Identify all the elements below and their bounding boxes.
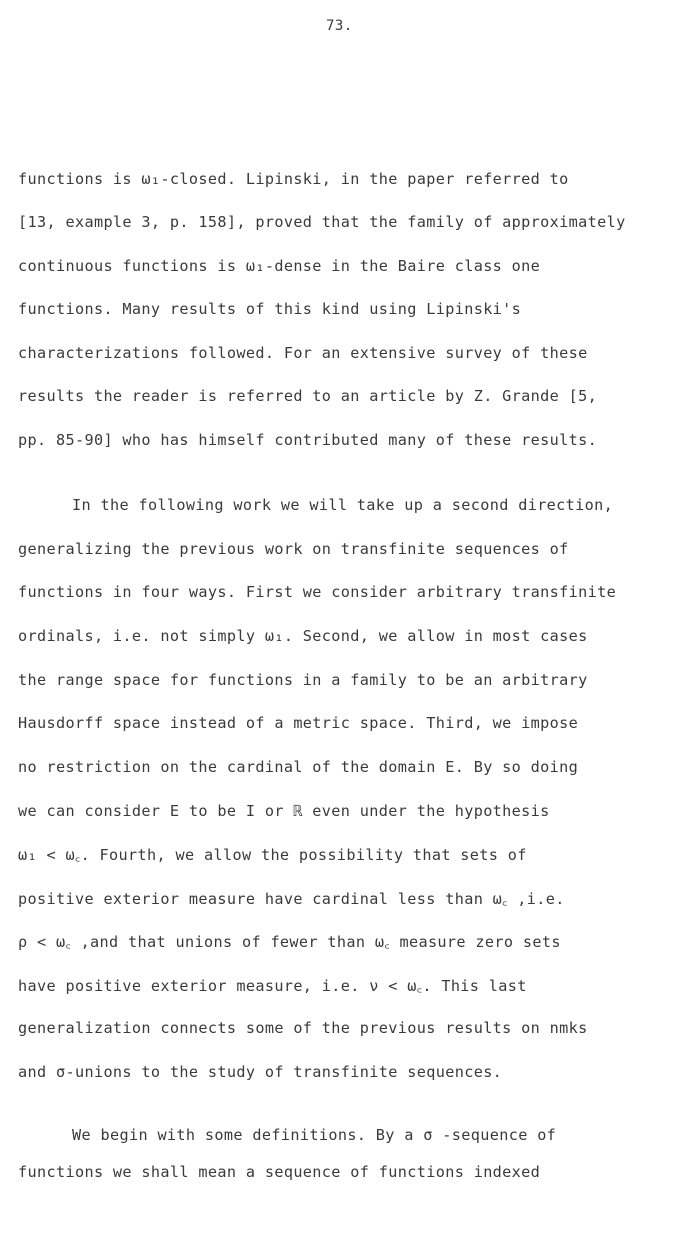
text-line: and σ-unions to the study of transfinite sequences. [18, 1063, 503, 1081]
text-line: generalizing the previous work on transfinite sequences of [18, 540, 569, 558]
text-line: have positive exterior measure, i.e. ν < ω꜀. This last [18, 977, 527, 995]
text-line: We begin with some definitions. By a σ -sequence of [72, 1126, 557, 1144]
text-line: functions in four ways. First we consider arbitrary transfinite [18, 583, 617, 601]
text-line: results the reader is referred to an article by Z. Grande [5, [18, 387, 598, 405]
text-line: continuous functions is ω₁-dense in the Baire class one [18, 257, 541, 275]
text-line: Hausdorff space instead of a metric space. Third, we impose [18, 714, 579, 732]
text-line: characterizations followed. For an extensive survey of these [18, 344, 588, 362]
text-line: positive exterior measure have cardinal less than ω꜀ ,i.e. [18, 890, 565, 908]
text-line: functions. Many results of this kind using Lipinski's [18, 300, 522, 318]
page-number: 73. [326, 18, 353, 34]
text-line: generalization connects some of the previous results on nmks [18, 1019, 588, 1037]
text-line: no restriction on the cardinal of the domain E. By so doing [18, 758, 579, 776]
text-line: pp. 85-90] who has himself contributed many of these results. [18, 431, 598, 449]
text-line: [13, example 3, p. 158], proved that the family of approximately [18, 213, 626, 231]
text-line: the range space for functions in a family to be an arbitrary [18, 671, 588, 689]
text-line: we can consider E to be I or ℝ even under the hypothesis [18, 802, 550, 820]
text-line: ω₁ < ω꜀. Fourth, we allow the possibility that sets of [18, 846, 527, 864]
text-line: functions we shall mean a sequence of functions indexed [18, 1163, 541, 1181]
text-line: functions is ω₁-closed. Lipinski, in the paper referred to [18, 170, 569, 188]
text-line: ρ < ω꜀ ,and that unions of fewer than ω꜀ measure zero sets [18, 933, 561, 951]
text-line: ordinals, i.e. not simply ω₁. Second, we allow in most cases [18, 627, 588, 645]
text-line: In the following work we will take up a second direction, [72, 496, 614, 514]
